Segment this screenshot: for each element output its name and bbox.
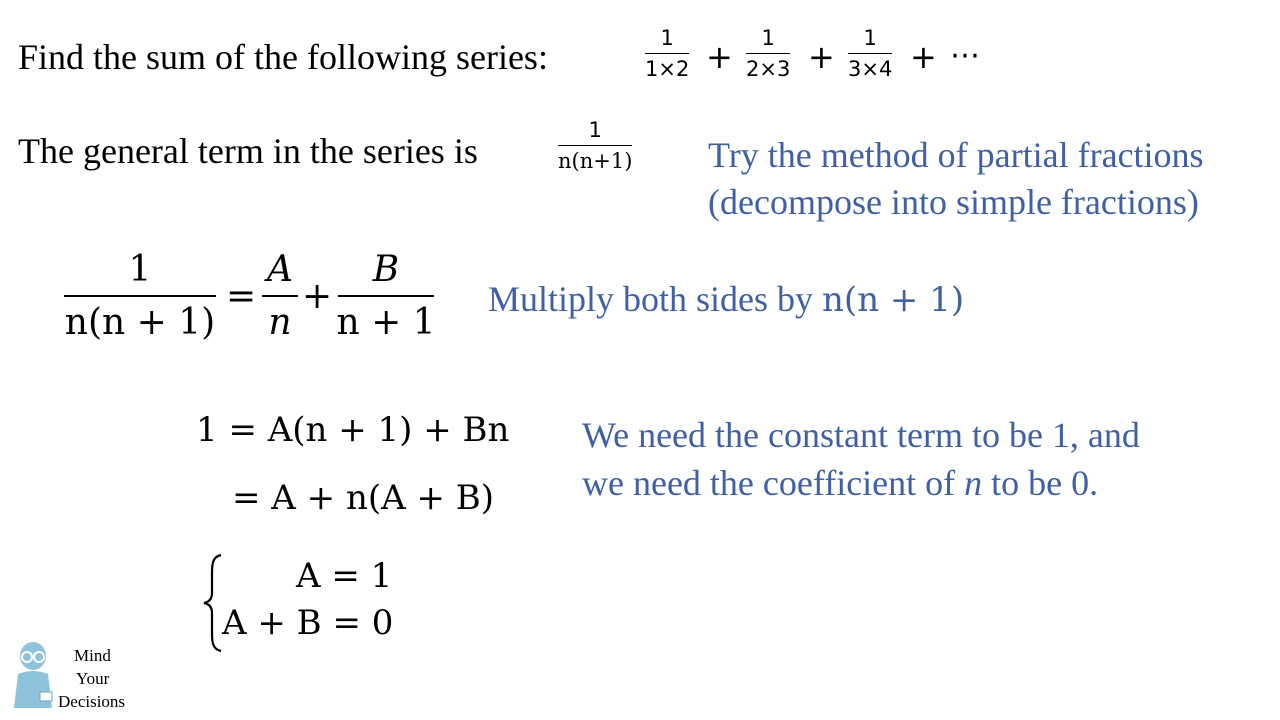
logo-text-line1: Mind [74, 646, 111, 665]
plus-sign: + [302, 276, 333, 317]
equation-lhs-denominator: n(n + 1) [64, 302, 216, 343]
hint-coefficients-text: we need the coefficient of [582, 463, 965, 503]
general-term-denominator: n(n+1) [558, 149, 633, 173]
general-term-text: The general term in the series is [18, 131, 478, 171]
partial-fraction-b-denominator: n + 1 [336, 302, 436, 343]
hint-coefficients-line1: We need the constant term to be 1, and [582, 415, 1140, 455]
hint-coefficients-line2 [582, 462, 1098, 504]
general-term-fraction [558, 120, 632, 172]
system-equation-2: A + B = 0 [222, 603, 394, 643]
expanded-equation-line2: = A + n(A + B) [232, 478, 495, 518]
partial-fraction-b-numerator: B [372, 249, 400, 290]
hint-partial-fractions-line1: Try the method of partial fractions [708, 135, 1204, 175]
hint-coefficients-suffix: to be 0. [982, 463, 1099, 503]
series-term-1-numerator: 1 [660, 26, 674, 50]
equation-lhs-fraction [64, 249, 216, 343]
fraction-bar [848, 53, 892, 54]
hint-multiply-expression: n(n + 1) [822, 280, 965, 320]
general-term-numerator: 1 [588, 118, 602, 142]
series-term-2 [746, 28, 790, 80]
equation-lhs-numerator: 1 [128, 249, 152, 290]
system-equation-1: A = 1 [296, 556, 393, 596]
series-term-1 [645, 28, 689, 80]
plus-sign: + [706, 38, 733, 76]
fraction-bar [746, 53, 790, 54]
hint-multiply-text: Multiply both sides by [488, 279, 823, 319]
ellipsis: ⋯ [950, 38, 980, 73]
expanded-equation-line1: 1 = A(n + 1) + Bn [196, 410, 510, 450]
series-term-2-denominator: 2×3 [746, 57, 791, 81]
series-term-3-numerator: 1 [863, 26, 877, 50]
partial-fraction-a-denominator: n [268, 302, 292, 343]
fraction-bar [645, 53, 689, 54]
fraction-bar [338, 295, 434, 297]
series-term-3-denominator: 3×4 [848, 57, 893, 81]
plus-sign: + [910, 38, 937, 76]
hint-multiply [488, 278, 964, 320]
logo-text-line2: Your [76, 669, 110, 688]
fraction-bar [64, 295, 216, 297]
partial-fraction-a [262, 249, 298, 343]
series-term-2-numerator: 1 [761, 26, 775, 50]
fraction-bar [558, 145, 632, 146]
problem-statement: Find the sum of the following series: [18, 37, 548, 77]
series-term-3 [848, 28, 892, 80]
logo-text-line3: Decisions [58, 692, 126, 711]
equals-sign: = [226, 276, 257, 317]
partial-fraction-b [336, 249, 436, 343]
partial-fraction-a-numerator: A [267, 249, 293, 290]
system-brace [202, 553, 224, 653]
series-term-1-denominator: 1×2 [645, 57, 690, 81]
plus-sign: + [808, 38, 835, 76]
fraction-bar [262, 295, 298, 297]
hint-partial-fractions-line2: (decompose into simple fractions) [708, 182, 1199, 222]
hint-coefficients-variable: n [964, 463, 983, 503]
mind-your-decisions-logo-icon [10, 640, 56, 710]
